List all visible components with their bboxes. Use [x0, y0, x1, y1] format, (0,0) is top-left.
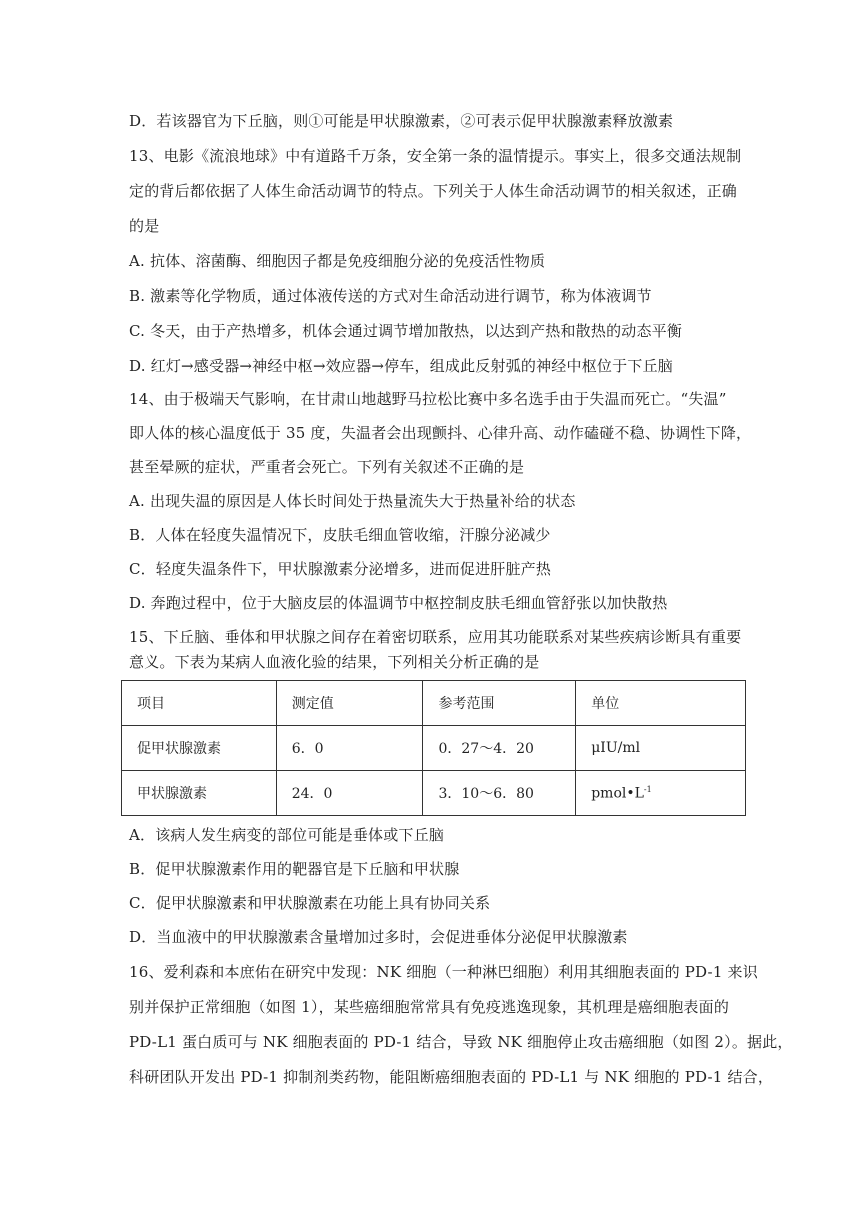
option-15d: D．当血液中的甲状腺激素含量增加过多时，会促进垂体分泌促甲状腺激素: [129, 928, 628, 946]
question-16-line-1: 16、爱利森和本庶佑在研究中发现：NK 细胞（一种淋巴细胞）利用其细胞表面的 PD-1 来识: [129, 963, 758, 981]
question-13-line-1: 13、电影《流浪地球》中有道路千万条，安全第一条的温情提示。事实上，很多交通法规制: [129, 147, 742, 165]
question-15-line-1: 15、下丘脑、垂体和甲状腺之间存在着密切联系，应用其功能联系对某些疾病诊断具有重要: [129, 628, 742, 646]
cell-item: 甲状腺激素: [122, 771, 277, 816]
option-15a: A．该病人发生病变的部位可能是垂体或下丘脑: [129, 826, 445, 844]
header-item: 项目: [122, 681, 277, 726]
header-range: 参考范围: [423, 681, 576, 726]
option-13b: B. 激素等化学物质，通过体液传送的方式对生命活动进行调节，称为体液调节: [129, 287, 652, 305]
question-16-line-4: 科研团队开发出 PD-1 抑制剂类药物，能阻断癌细胞表面的 PD-L1 与 NK 细胞的 PD-1 结合，: [129, 1068, 774, 1086]
question-16-line-2: 别并保护正常细胞（如图 1），某些癌细胞常常具有免疫逃逸现象，其机理是癌细胞表面的: [129, 998, 730, 1016]
cell-value: 24．0: [276, 771, 423, 816]
question-15-line-2: 意义。下表为某病人血液化验的结果，下列相关分析正确的是: [129, 653, 540, 671]
table-row: [122, 726, 746, 771]
option-15c: C．促甲状腺激素和甲状腺激素在功能上具有协同关系: [129, 894, 491, 912]
unit-superscript: -1: [643, 784, 652, 794]
option-14b: B．人体在轻度失温情况下，皮肤毛细血管收缩，汗腺分泌减少: [129, 526, 551, 544]
option-13a: A. 抗体、溶菌酶、细胞因子都是免疫细胞分泌的免疫活性物质: [129, 252, 546, 270]
option-15b: B．促甲状腺激素作用的靶器官是下丘脑和甲状腺: [129, 860, 460, 878]
question-16-line-3: PD-L1 蛋白质可与 NK 细胞表面的 PD-1 结合，导致 NK 细胞停止攻击癌细胞（如图 2）。据此，: [129, 1033, 793, 1051]
cell-unit: [576, 771, 746, 816]
question-13-line-2: 定的背后都依据了人体生命活动调节的特点。下列关于人体生命活动调节的相关叙述，正确: [129, 182, 738, 200]
cell-item: 促甲状腺激素: [122, 726, 277, 771]
table-header-row: [122, 681, 746, 726]
question-14-line-1: 14、由于极端天气影响，在甘肃山地越野马拉松比赛中多名选手由于失温而死亡。“失温”: [129, 390, 727, 408]
header-unit: 单位: [576, 681, 746, 726]
option-14c: C．轻度失温条件下，甲状腺激素分泌增多，进而促进肝脏产热: [129, 560, 552, 578]
header-value: 测定值: [276, 681, 423, 726]
blood-test-table: [121, 680, 746, 816]
cell-range: 3．10～6．80: [423, 771, 576, 816]
cell-value: 6．0: [276, 726, 423, 771]
option-14d: D. 奔跑过程中，位于大脑皮层的体温调节中枢控制皮肤毛细血管舒张以加快散热: [129, 594, 668, 612]
cell-unit: μIU/ml: [576, 726, 746, 771]
option-13d: D. 红灯→感受器→神经中枢→效应器→停车，组成此反射弧的神经中枢位于下丘脑: [129, 357, 673, 375]
cell-range: 0．27～4．20: [423, 726, 576, 771]
question-14-line-3: 甚至晕厥的症状，严重者会死亡。下列有关叙述不正确的是: [129, 458, 525, 476]
option-14a: A. 出现失温的原因是人体长时间处于热量流失大于热量补给的状态: [129, 492, 576, 510]
option-12d: D．若该器官为下丘脑，则①可能是甲状腺激素，②可表示促甲状腺激素释放激素: [129, 112, 674, 130]
question-14-line-2: 即人体的核心温度低于 35 度，失温者会出现颤抖、心律升高、动作磕碰不稳、协调性下降，: [129, 424, 752, 442]
option-13c: C. 冬天，由于产热增多，机体会通过调节增加散热，以达到产热和散热的动态平衡: [129, 322, 683, 340]
question-13-line-3: 的是: [129, 217, 160, 235]
table-row: [122, 771, 746, 816]
unit-text: pmol•L: [591, 785, 644, 802]
